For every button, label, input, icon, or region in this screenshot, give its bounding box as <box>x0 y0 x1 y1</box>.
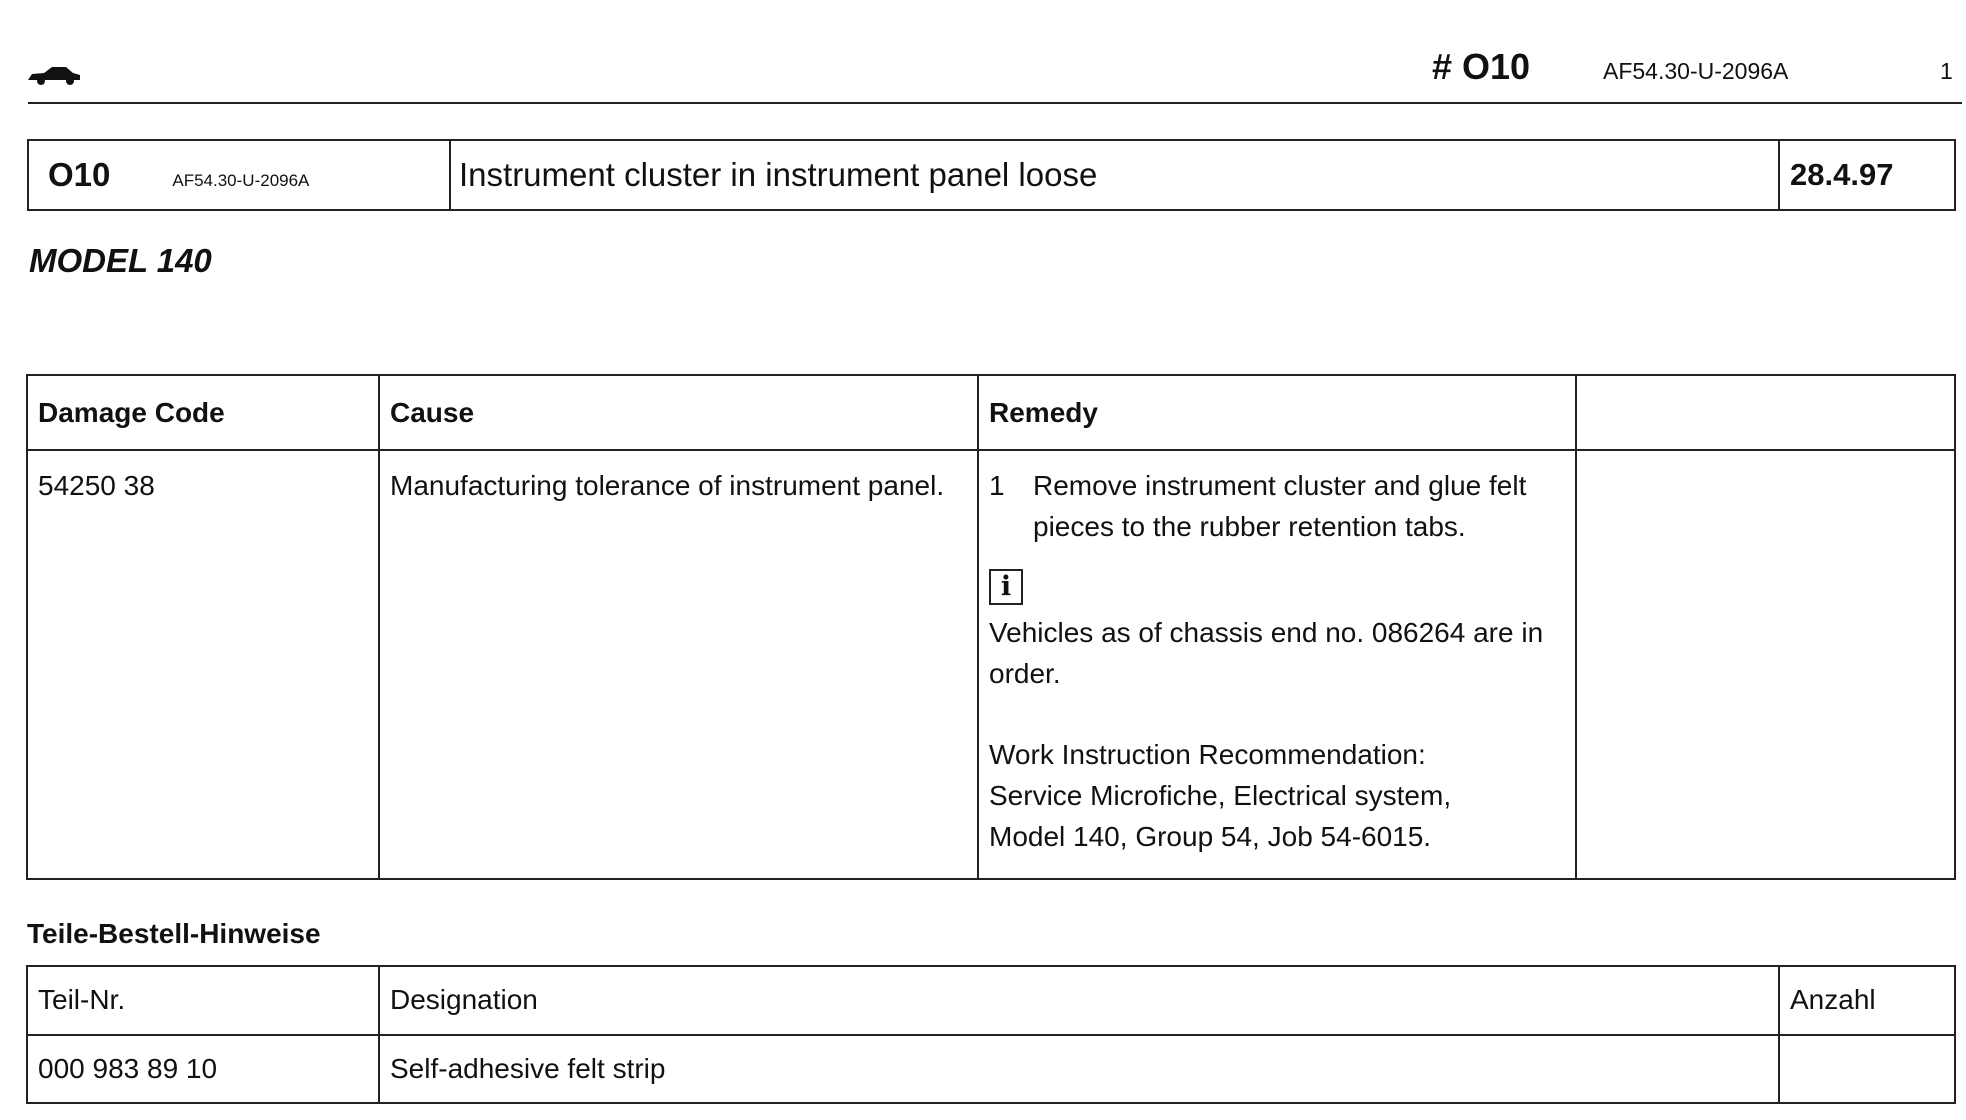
header-quantity: Anzahl <box>1779 966 1955 1035</box>
empty-cell <box>1576 450 1955 879</box>
bulletin-title: Instrument cluster in instrument panel loose <box>450 140 1779 210</box>
work-instruction-line: Work Instruction Recommendation: <box>989 739 1426 770</box>
info-icon: i <box>989 569 1023 605</box>
bulletin-code: AF54.30-U-2096A <box>172 171 310 190</box>
header-remedy: Remedy <box>978 375 1576 450</box>
bulletin-number: O10 <box>48 156 111 193</box>
work-instruction <box>989 734 1565 857</box>
remedy-step-text: Remove instrument cluster and glue felt pieces to the rubber retention tabs. <box>1033 470 1527 542</box>
vehicle-note: Vehicles as of chassis end no. 086264 are in order. <box>989 617 1544 689</box>
model-heading: MODEL 140 <box>29 242 212 279</box>
remedy-cell <box>978 450 1576 879</box>
car-icon <box>26 64 82 86</box>
page-number: 1 <box>1940 58 1953 84</box>
remedy-step <box>989 465 1565 547</box>
header-divider <box>28 102 1962 104</box>
header-empty <box>1576 375 1955 450</box>
part-quantity <box>1779 1035 1955 1104</box>
table-row <box>27 1035 1955 1104</box>
header-doc-code: AF54.30-U-2096A <box>1603 58 1789 84</box>
work-instruction-line: Service Microfiche, Electrical system, <box>989 780 1452 811</box>
header-damage-code: Damage Code <box>27 375 379 450</box>
header-part-number: Teil-Nr. <box>27 966 379 1035</box>
damage-code-value: 54250 38 <box>27 450 379 879</box>
damage-table-header <box>27 375 1955 450</box>
header-cause: Cause <box>379 375 978 450</box>
cause-value: Manufacturing tolerance of instrument panel. <box>379 450 978 879</box>
remedy-step-number: 1 <box>989 470 1005 501</box>
part-designation: Self-adhesive felt strip <box>379 1035 1779 1104</box>
header-designation: Designation <box>379 966 1779 1035</box>
part-number: 000 983 89 10 <box>27 1035 379 1104</box>
bulletin-id-cell <box>28 140 450 210</box>
bulletin-title-box <box>27 139 1956 211</box>
table-row <box>27 450 1955 879</box>
bulletin-date: 28.4.97 <box>1779 140 1955 210</box>
parts-table <box>26 965 1956 1104</box>
parts-table-header <box>27 966 1955 1035</box>
bulletin-hash-number: # O10 <box>1432 46 1531 87</box>
work-instruction-line: Model 140, Group 54, Job 54-6015. <box>989 821 1432 852</box>
parts-section-title: Teile-Bestell-Hinweise <box>27 918 321 949</box>
damage-table <box>26 374 1956 880</box>
